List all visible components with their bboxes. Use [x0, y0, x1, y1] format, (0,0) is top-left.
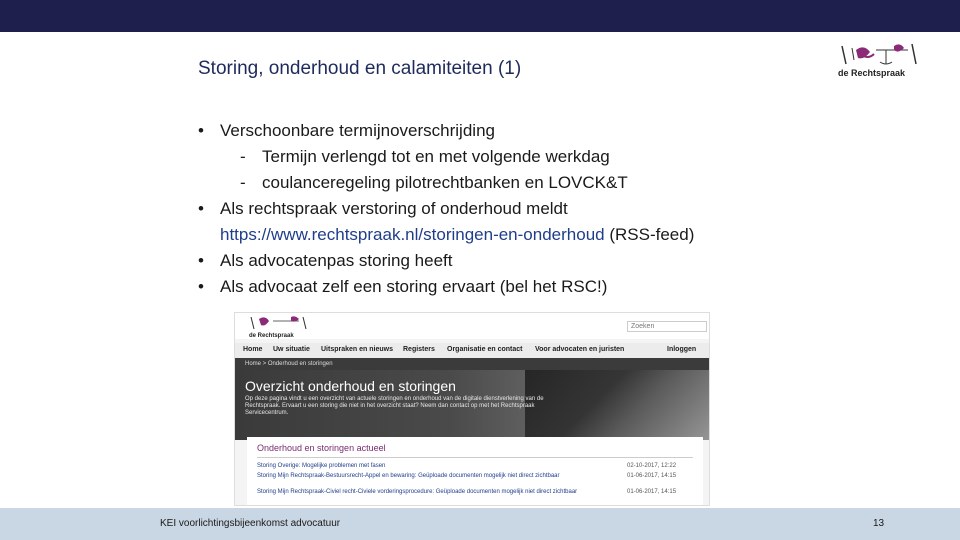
page-number: 13 — [873, 518, 885, 529]
storing-item-link[interactable]: Storing Mijn Rechtspraak-Bestuursrecht-Appel en bewaring: Geüploade documenten mogelijk niet direct zichtbaar — [257, 473, 560, 479]
dash-marker: - — [240, 147, 246, 166]
nav-item-situatie[interactable]: Uw situatie — [273, 346, 310, 353]
footer-text: KEI voorlichtingsbijeenkomst advocatuur — [160, 518, 341, 529]
storing-item-date: 02-10-2017, 12:22 — [627, 463, 677, 469]
bullet-list — [198, 118, 694, 300]
hero-text: Op deze pagina vindt u een overzicht van actuele storingen en onderhoud van de digitale dienstverlening van de Rechtspraak. Ervaart u een storing die niet in het overzicht staat? Neem dan contact op met het Rechtspraak Servicecentrum. — [245, 396, 544, 416]
storing-item-link[interactable]: Storing Mijn Rechtspraak-Civiel recht-Civiele vorderingsprocedure: Geüploade documenten mogelijk niet direct zichtbaar — [257, 489, 578, 495]
sub-text: coulanceregeling pilotrechtbanken en LOVCK&T — [262, 173, 628, 192]
website-screenshot — [234, 312, 710, 506]
search-input[interactable]: Zoeken — [627, 321, 707, 332]
bullet-text: Als rechtspraak verstoring of onderhoud meldt — [220, 199, 568, 218]
login-link[interactable]: Inloggen — [667, 346, 697, 353]
hero-banner — [235, 370, 710, 440]
hero-image — [525, 370, 710, 440]
screenshot-logo-text: de Rechtspraak — [249, 333, 294, 339]
storing-item-date: 01-06-2017, 14:15 — [627, 473, 677, 479]
top-bar — [0, 0, 960, 32]
nav-item-organisatie[interactable]: Organisatie en contact — [447, 346, 523, 353]
section-title: Onderhoud en storingen actueel — [257, 443, 386, 453]
logo-text: de Rechtspraak — [838, 68, 906, 78]
nav-item-registers[interactable]: Registers — [403, 346, 435, 353]
bullet-continuation — [198, 222, 694, 248]
bullet-marker: • — [198, 121, 204, 140]
storingen-link[interactable]: https://www.rechtspraak.nl/storingen-en-onderhoud — [220, 225, 605, 244]
bullet-item — [198, 248, 694, 274]
nav-item-uitspraken[interactable]: Uitspraken en nieuws — [321, 346, 393, 353]
bullet-text: Als advocatenpas storing heeft — [220, 251, 453, 270]
storingen-section — [247, 437, 703, 506]
footer-bar — [0, 508, 960, 540]
sub-item — [198, 144, 694, 170]
bullet-item — [198, 274, 694, 300]
sub-text: Termijn verlengd tot en met volgende werkdag — [262, 147, 610, 166]
bullet-item — [198, 196, 694, 222]
breadcrumb: Home > Onderhoud en storingen — [235, 358, 710, 370]
bullet-marker: • — [198, 277, 204, 296]
screenshot-nav — [235, 343, 710, 358]
storing-item-date: 01-06-2017, 14:15 — [627, 489, 677, 495]
bullet-marker: • — [198, 251, 204, 270]
slide-title: Storing, onderhoud en calamiteiten (1) — [198, 58, 522, 79]
rechtspraak-logo — [247, 315, 321, 339]
nav-item-advocaten[interactable]: Voor advocaten en juristen — [535, 346, 625, 353]
bullet-text: Verschoonbare termijnoverschrijding — [220, 121, 495, 140]
dash-marker: - — [240, 173, 246, 192]
screenshot-header — [235, 313, 710, 339]
sub-item — [198, 170, 694, 196]
bullet-text: Als advocaat zelf een storing ervaart (bel het RSC!) — [220, 277, 608, 296]
bullet-marker: • — [198, 199, 204, 218]
bullet-item — [198, 118, 694, 144]
nav-item-home[interactable]: Home — [243, 346, 263, 353]
section-divider — [257, 457, 693, 458]
storing-item-link[interactable]: Storing Overige: Mogelijke problemen met fasen — [257, 463, 386, 469]
rss-suffix: (RSS-feed) — [604, 225, 695, 244]
hero-title: Overzicht onderhoud en storingen — [245, 378, 456, 394]
